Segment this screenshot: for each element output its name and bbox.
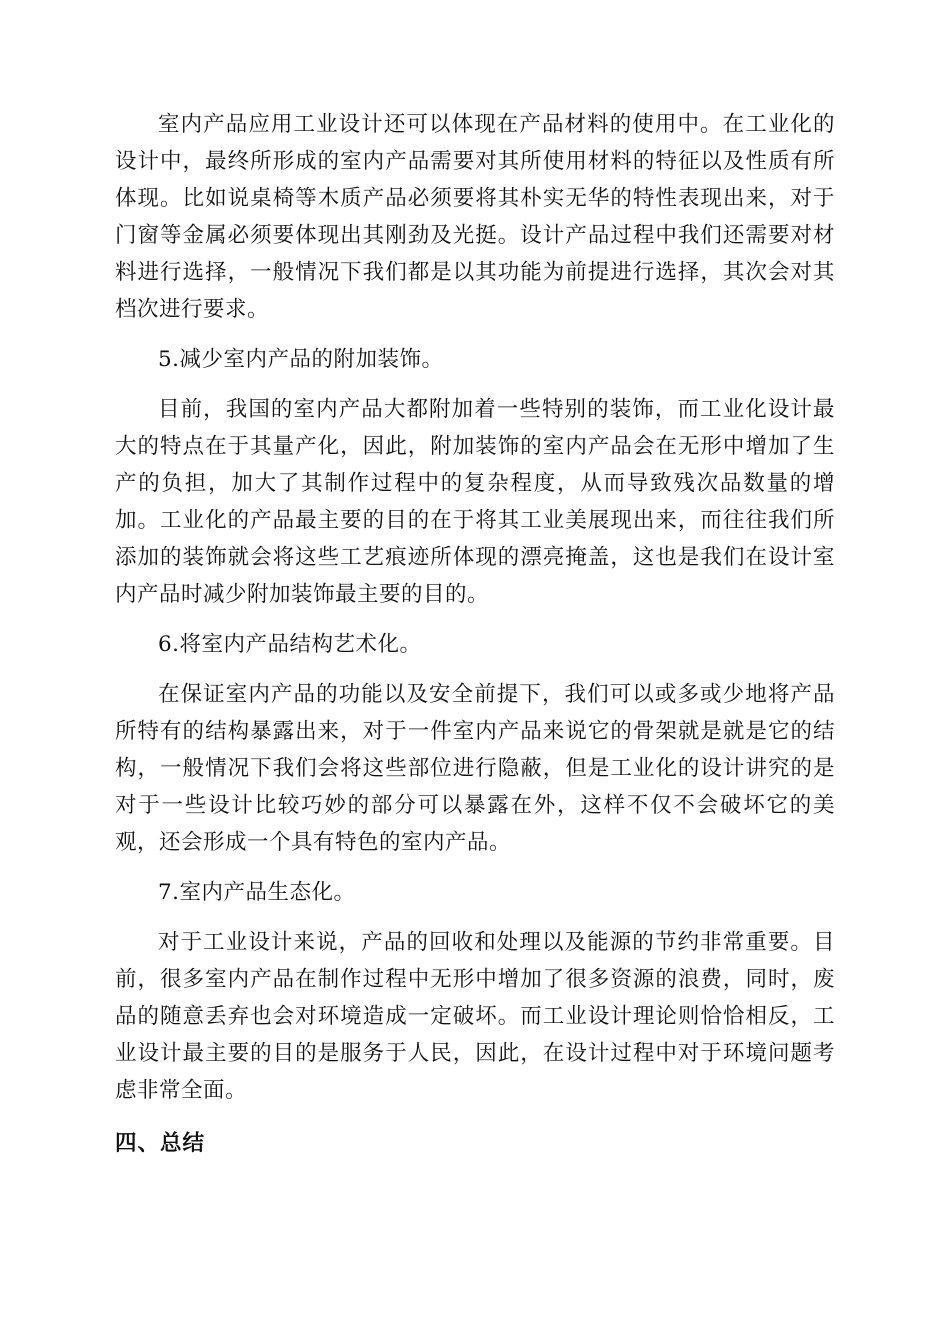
section-title-summary: 四、总结 [115,1131,206,1156]
paragraph-ecology: 对于工业设计来说，产品的回收和处理以及能源的节约非常重要。目前，很多室内产品在制作过程中无形中增加了很多资源的浪费，同时，废品的随意丢弃也会对环境造成一定破坏。而工业设计理论则恰恰相反，工业设计最主要的目的是服务于人民，因此，在设计过程中对于环境问题考虑非常全面。 [115,930,835,1103]
item-heading-5: 5.减少室内产品的附加装饰。 [158,347,444,372]
document-body [115,106,835,1162]
paragraph-material-usage: 室内产品应用工业设计还可以体现在产品材料的使用中。在工业化的设计中，最终所形成的室内产品需要对其所使用材料的特征以及性质有所体现。比如说桌椅等木质产品必须要将其朴实无华的特性表现出来，对于门窗等金属必须要体现出其刚劲及光挺。设计产品过程中我们还需要对材料进行选择，一般情况下我们都是以其功能为前提进行选择，其次会对其档次进行要求。 [115,112,835,322]
item-heading-6: 6.将室内产品结构艺术化。 [158,632,422,657]
paragraph-reduce-decoration: 目前，我国的室内产品大都附加着一些特别的装饰，而工业化设计最大的特点在于其量产化，因此，附加装饰的室内产品会在无形中增加了生产的负担，加大了其制作过程中的复杂程度，从而导致残次品数量的增加。工业化的产品最主要的目的在于将其工业美展现出来，而往往我们所添加的装饰就会将这些工艺痕迹所体现的漂亮掩盖，这也是我们在设计室内产品时减少附加装饰最主要的目的。 [115,397,835,607]
item-heading-7: 7.室内产品生态化。 [158,880,356,905]
paragraph-structure-art: 在保证室内产品的功能以及安全前提下，我们可以或多或少地将产品所特有的结构暴露出来，对于一件室内产品来说它的骨架就是就是它的结构，一般情况下我们会将这些部位进行隐蔽，但是工业化的设计讲究的是对于一些设计比较巧妙的部分可以暴露在外，这样不仅不会破坏它的美观，还会形成一个具有特色的室内产品。 [115,682,835,855]
